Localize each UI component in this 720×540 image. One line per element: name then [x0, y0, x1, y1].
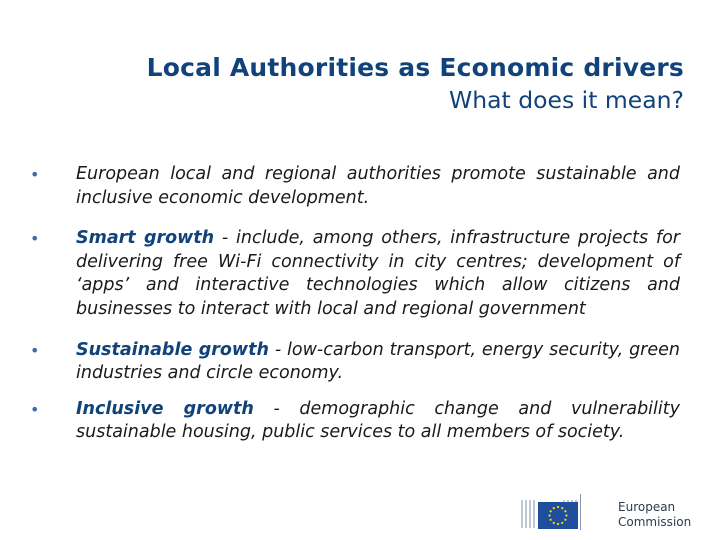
flag-star-icon	[564, 519, 566, 521]
bullet-item-intro	[30, 163, 680, 210]
eu-flag-icon	[520, 490, 580, 532]
flag-star-icon	[561, 522, 563, 524]
flag-star-icon	[557, 523, 559, 525]
slide-subtitle: What does it mean?	[448, 86, 684, 114]
bullet-item-inclusive-growth	[30, 398, 680, 445]
flag-star-icon	[553, 522, 555, 524]
flag-star-icon	[565, 514, 567, 516]
logo-line-european: European	[618, 500, 676, 514]
slide-title: Local Authorities as Economic drivers	[146, 53, 684, 82]
bullet-list	[30, 163, 680, 462]
bullet-marker-icon	[30, 339, 44, 363]
flag-star-icon	[553, 507, 555, 509]
bullet-term: Sustainable growth	[76, 339, 269, 360]
logo-divider	[580, 494, 581, 530]
bullet-text: - low-carbon transport, energy security, green industries and circle economy.	[76, 339, 681, 384]
bullet-term: Inclusive growth	[76, 398, 254, 419]
bullet-text: - demographic change and vulnerability sustainable housing, public services to all members of society.	[76, 398, 680, 443]
bullet-marker-icon	[30, 163, 44, 187]
bullet-term: Smart growth	[76, 228, 215, 249]
flag-star-icon	[550, 519, 552, 521]
flag-star-icon	[564, 510, 566, 512]
european-commission-logo	[520, 490, 690, 532]
bullet-marker-icon	[30, 398, 44, 422]
flag-star-icon	[561, 507, 563, 509]
title-block	[40, 52, 684, 116]
flag-star-icon	[557, 506, 559, 508]
bullet-item-sustainable-growth	[30, 339, 680, 386]
bullet-marker-icon	[30, 227, 44, 251]
logo-text	[618, 500, 691, 530]
flag-star-icon	[548, 514, 550, 516]
bullet-item-smart-growth	[30, 227, 680, 321]
logo-line-commission: Commission	[618, 515, 692, 529]
flag-star-icon	[550, 510, 552, 512]
bullet-text: - include, among others, infrastructure projects for delivering free Wi-Fi connectivity in city centres; development of ‘apps’ and interactive technologies which allow citizens and businesses to interact with local and regional government	[76, 228, 680, 319]
bullet-text: European local and regional authorities promote sustainable and inclusive economic development.	[76, 164, 680, 208]
